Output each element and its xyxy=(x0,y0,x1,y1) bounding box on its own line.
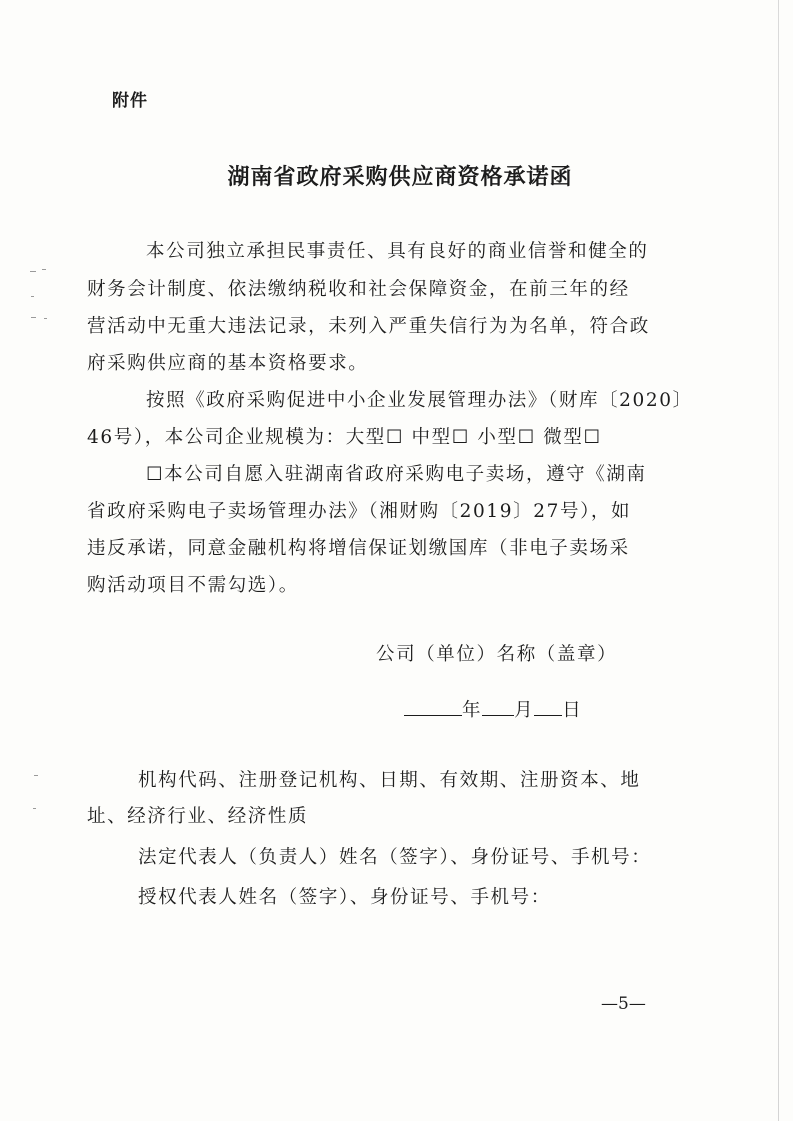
scan-mark xyxy=(31,296,34,297)
body-line: 财务会计制度、依法缴纳税收和社会保障资金，在前三年的经 xyxy=(87,279,630,300)
day-label: 日 xyxy=(562,700,583,721)
year-label: 年 xyxy=(462,700,483,721)
month-label: 月 xyxy=(514,700,535,721)
month-blank xyxy=(482,697,514,716)
day-blank xyxy=(534,697,562,716)
body-line: 省政府采购电子卖场管理办法》（湘财购〔2019〕27号），如 xyxy=(87,501,632,522)
body-line: ☐本公司自愿入驻湖南省政府采购电子卖场，遵守《湖南 xyxy=(146,464,647,485)
info-line: 址、经济行业、经济性质 xyxy=(87,806,309,827)
company-name-seal-label: 公司（单位）名称（盖章） xyxy=(376,644,618,665)
info-line: 授权代表人姓名（签字）、身份证号、手机号： xyxy=(138,887,551,908)
scan-edge-line xyxy=(778,0,779,1121)
document-title: 湖南省政府采购供应商资格承诺函 xyxy=(227,164,573,190)
scan-mark xyxy=(31,317,36,318)
info-line: 机构代码、注册登记机构、日期、有效期、注册资本、地 xyxy=(138,770,641,791)
body-line: 按照《政府采购促进中小企业发展管理办法》（财库〔2020〕 xyxy=(146,390,693,411)
body-line: 营活动中无重大违法记录，未列入严重失信行为为名单，符合政 xyxy=(87,316,650,337)
body-line: 本公司独立承担民事责任、具有良好的商业信誉和健全的 xyxy=(146,241,649,262)
date-line xyxy=(404,696,582,722)
body-line: 46号），本公司企业规模为：大型☐ 中型☐ 小型☐ 微型☐ xyxy=(87,427,602,448)
attachment-label: 附件 xyxy=(112,91,148,111)
scan-mark xyxy=(34,775,38,776)
body-line: 府采购供应商的基本资格要求。 xyxy=(87,353,369,374)
scan-mark xyxy=(33,808,36,809)
page-number: —5— xyxy=(601,994,646,1014)
body-line: 购活动项目不需勾选）。 xyxy=(87,575,299,596)
body-line: 违反承诺，同意金融机构将增信保证划缴国库（非电子卖场采 xyxy=(87,538,630,559)
scan-mark xyxy=(30,271,36,272)
info-line: 法定代表人（负责人）姓名（签字）、身份证号、手机号： xyxy=(138,847,652,868)
year-blank xyxy=(404,697,462,716)
scan-mark xyxy=(42,269,46,270)
scan-mark xyxy=(44,318,47,319)
